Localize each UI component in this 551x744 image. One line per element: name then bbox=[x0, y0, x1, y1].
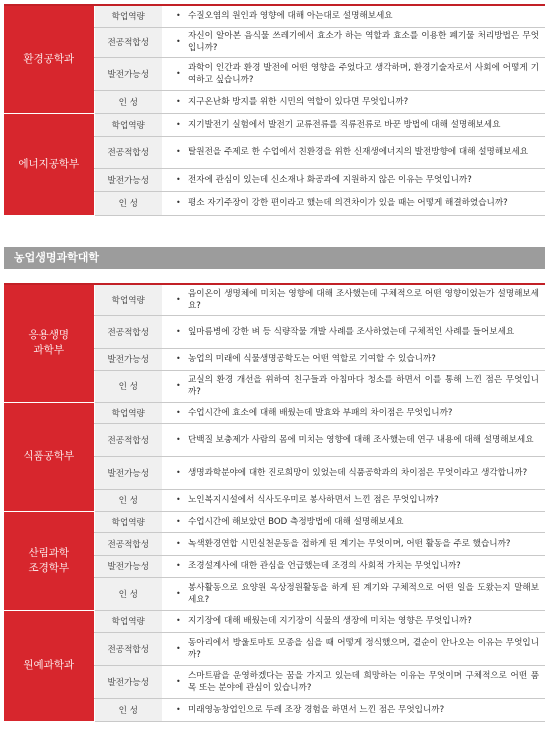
bullet-icon: • bbox=[176, 588, 181, 598]
category-label: 발전가능성 bbox=[94, 456, 162, 489]
category-label: 발전가능성 bbox=[94, 665, 162, 698]
bullet-icon: • bbox=[176, 704, 181, 714]
category-label: 학업역량 bbox=[94, 402, 162, 423]
bullet-icon: • bbox=[176, 538, 181, 548]
category-label: 인 성 bbox=[94, 370, 162, 402]
bullet-icon: • bbox=[176, 676, 181, 686]
dept-label: 식품공학부 bbox=[4, 402, 94, 511]
question-text: • 봉사활동으로 요양원 옥상정원활동을 하게 된 계기와 구체적으로 어떤 일을 도왔는지 말해보세요? bbox=[162, 577, 545, 610]
bullet-icon: • bbox=[176, 11, 181, 21]
question-text: • 노인복지시설에서 식사도우미로 봉사하면서 느낀 점은 무엇입니까? bbox=[162, 489, 545, 511]
category-label: 인 성 bbox=[94, 191, 162, 215]
category-label: 학업역량 bbox=[94, 511, 162, 532]
question-text: • 스마트팜을 운영하겠다는 꿈을 가지고 있는데 희망하는 이유는 무엇이며 구체적으로 어떤 품목 또는 분야에 관심이 있습니까? bbox=[162, 665, 545, 698]
bullet-icon: • bbox=[176, 174, 181, 184]
category-label: 전공적합성 bbox=[94, 136, 162, 168]
category-label: 발전가능성 bbox=[94, 168, 162, 191]
question-text: • 교실의 환경 개선을 위하여 친구들과 아침마다 청소를 하면서 이를 통해 느낀 점은 무엇입니까? bbox=[162, 370, 545, 402]
bullet-icon: • bbox=[176, 326, 181, 336]
bullet-icon: • bbox=[176, 294, 181, 304]
question-text: • 녹색환경연합 시민실천운동을 접하게 된 계기는 무엇이며, 어떤 활동을 주로 했습니까? bbox=[162, 532, 545, 555]
bullet-icon: • bbox=[176, 198, 181, 207]
table-row bbox=[4, 113, 545, 136]
bullet-icon: • bbox=[176, 96, 181, 106]
category-label: 인 성 bbox=[94, 90, 162, 113]
question-text: • 전자에 관심이 있는데 신소재나 화공과에 지원하지 않은 이유는 무엇입니까? bbox=[162, 168, 545, 191]
table-row bbox=[4, 610, 545, 632]
category-label: 발전가능성 bbox=[94, 348, 162, 370]
question-text: • 조경설계사에 대한 관심을 언급했는데 조경의 사회적 가치는 무엇입니까? bbox=[162, 555, 545, 577]
bullet-icon: • bbox=[176, 643, 181, 653]
question-text: • 잎마름병에 강한 벼 등 식량작물 개발 사례를 조사하였는데 구체적인 사례를 들어보세요 bbox=[162, 315, 545, 348]
college-title: 농업생명과학대학 bbox=[4, 247, 545, 269]
question-text: • 지기발전기 실험에서 발전기 교류전류를 직류전류로 바꾼 방법에 대해 설명해보세요 bbox=[162, 113, 545, 136]
category-label: 발전가능성 bbox=[94, 555, 162, 577]
bullet-icon: • bbox=[176, 516, 181, 526]
question-text: • 탈원전을 주제로 한 수업에서 친환경을 위한 신재생에너지의 발전방향에 대해 설명해보세요 bbox=[162, 136, 545, 168]
bullet-icon: • bbox=[176, 68, 181, 78]
question-text: • 동아리에서 방울토마토 모종을 심을 때 어떻게 정식했으며, 곁순이 안나오는 이유는 무엇입니까? bbox=[162, 632, 545, 665]
bullet-icon: • bbox=[176, 407, 181, 417]
bullet-icon: • bbox=[176, 37, 181, 46]
table-row bbox=[4, 285, 545, 315]
bullet-icon: • bbox=[176, 119, 181, 129]
bullet-icon: • bbox=[176, 434, 181, 444]
bullet-icon: • bbox=[176, 467, 181, 477]
question-text: • 농업의 미래에 식물생명공학도는 어떤 역할로 기여할 수 있습니까? bbox=[162, 348, 545, 370]
question-text: • 음이온이 생명체에 미치는 영향에 대해 조사했는데 구체적으로 어떤 영향이었는가 설명해보세요? bbox=[162, 285, 545, 315]
bottom-question-table bbox=[4, 285, 545, 722]
question-text: • 과학이 인간과 환경 발전에 어떤 영향을 주었다고 생각하며, 환경기술자로서 사회에 어떻게 기여하고 싶습니까? bbox=[162, 57, 545, 90]
dept-label: 응용생명 과학부 bbox=[4, 285, 94, 402]
category-label: 전공적합성 bbox=[94, 423, 162, 456]
category-label: 학업역량 bbox=[94, 6, 162, 27]
question-text: • 지기장에 대해 배웠는데 지기장이 식물의 생장에 미치는 영향은 무엇입니까? bbox=[162, 610, 545, 632]
category-label: 전공적합성 bbox=[94, 27, 162, 57]
bullet-icon: • bbox=[176, 616, 181, 625]
category-label: 발전가능성 bbox=[94, 57, 162, 90]
bullet-icon: • bbox=[176, 561, 181, 570]
question-text: • 생명과학분야에 대한 진로희망이 있었는데 식품공학과의 차이점은 무엇이라고 생각합니까? bbox=[162, 456, 545, 489]
category-label: 학업역량 bbox=[94, 113, 162, 136]
question-text: • 단백질 보충제가 사람의 몸에 미치는 영향에 대해 조사했는데 연구 내용에 대해 설명해보세요 bbox=[162, 423, 545, 456]
question-text: • 평소 자기주장이 강한 편이라고 했는데 의견차이가 있을 때는 어떻게 해결하였습니까? bbox=[162, 191, 545, 215]
category-label: 학업역량 bbox=[94, 285, 162, 315]
bullet-icon: • bbox=[176, 495, 181, 504]
category-label: 인 성 bbox=[94, 698, 162, 721]
bullet-icon: • bbox=[176, 381, 181, 390]
question-text: • 미래영농창업인으로 두레 조장 경험을 하면서 느낀 점은 무엇입니까? bbox=[162, 698, 545, 721]
bullet-icon: • bbox=[176, 354, 181, 363]
category-label: 전공적합성 bbox=[94, 315, 162, 348]
question-text: • 수질오염의 원인과 영향에 대해 아는대로 설명해보세요 bbox=[162, 6, 545, 27]
category-label: 인 성 bbox=[94, 489, 162, 511]
question-text: • 수업시간에 해보았던 BOD 측정방법에 대해 설명해보세요 bbox=[162, 511, 545, 532]
dept-label: 산림과학 조경학부 bbox=[4, 511, 94, 610]
top-question-table bbox=[4, 6, 545, 216]
category-label: 전공적합성 bbox=[94, 632, 162, 665]
category-label: 인 성 bbox=[94, 577, 162, 610]
question-text: • 지구온난화 방지를 위한 시민의 역할이 있다면 무엇입니까? bbox=[162, 90, 545, 113]
question-text: • 수업시간에 효소에 대해 배웠는데 발효와 부패의 차이점은 무엇입니까? bbox=[162, 402, 545, 423]
bullet-icon: • bbox=[176, 147, 181, 156]
question-text: • 자신이 알아본 음식물 쓰레기에서 효소가 하는 역할과 효소를 이용한 폐기물 처리방법은 무엇입니까? bbox=[162, 27, 545, 57]
category-label: 전공적합성 bbox=[94, 532, 162, 555]
dept-label: 원예과학과 bbox=[4, 610, 94, 721]
category-label: 학업역량 bbox=[94, 610, 162, 632]
table-row bbox=[4, 402, 545, 423]
dept-label: 환경공학과 bbox=[4, 6, 94, 113]
table-row bbox=[4, 6, 545, 27]
table-row bbox=[4, 511, 545, 532]
dept-label: 에너지공학부 bbox=[4, 113, 94, 215]
